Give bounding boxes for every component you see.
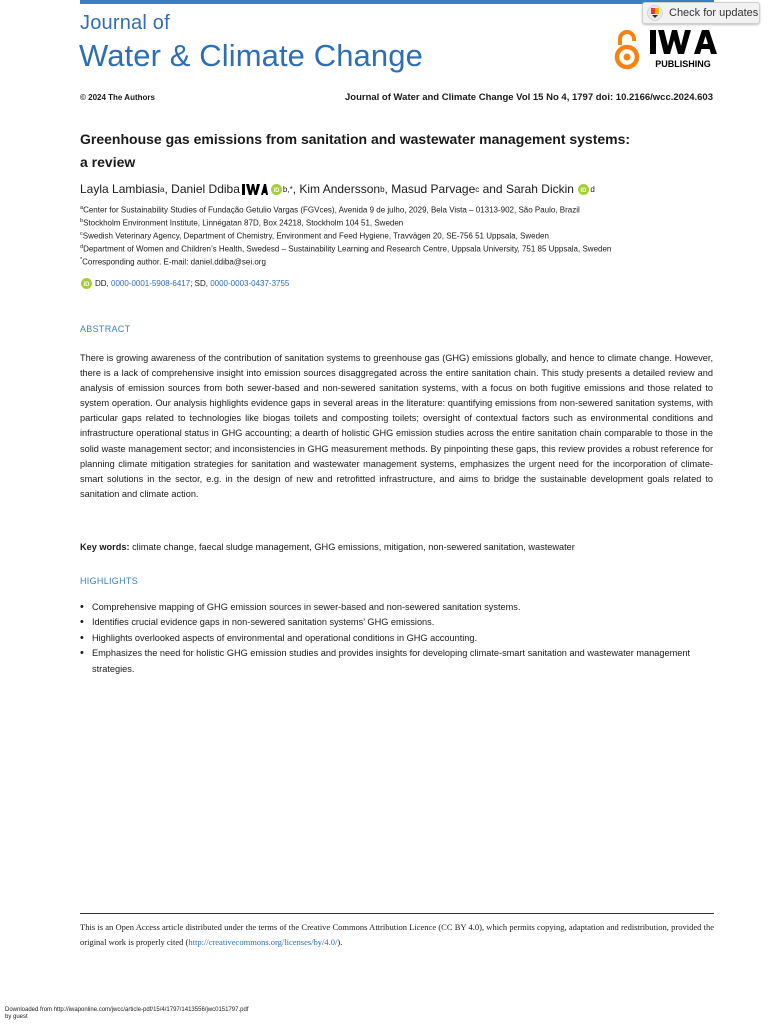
author-name[interactable]: Masud Parvage [391,182,476,196]
citation-doi: Journal of Water and Climate Change Vol 15 No 4, 1797 doi: 10.2166/wcc.2024.603 [344,92,713,103]
download-user: by guest [5,1014,28,1020]
corresponding-author: *Corresponding author. E-mail: daniel.ddiba@sei.org [80,256,266,267]
highlights-list [80,600,720,677]
article-title [80,128,710,174]
keywords-list: climate change, faecal sludge management, GHG emissions, mitigation, non-sewered sanitation, wastewater [129,542,575,552]
footer-divider [80,913,714,914]
check-updates-label: Check for updates [669,7,759,19]
abstract-text: There is growing awareness of the contribution of sanitation systems to greenhouse gas (GHG) emissions globally, and hence to climate change. However, there is a lack of comprehensive insight into emission sources disaggregated across the entire sanitation chain. This study presents a detailed review and analysis of emission sources from both sewer-based and non-sewered sanitation systems, with a focus on both fugitive emissions and those related to system operation. Our analysis highlights evidence gaps in several areas in the literature: quantifying emissions from non-sewered sanitation systems, with particular gaps related to technologies like biogas toilets and composting toilets; oversight of contextual factors such as environmental conditions and infrastructure operational status in GHG accounting; a dearth of holistic GHG emission studies across the entire sanitation chain comparable to those in the solid waste management sector; and inconsistencies in GHG measurement methods. By pinpointing these gaps, this review provides a robust reference for planning climate mitigation strategies for sanitation and wastewater management systems, emphasizes the urgent need for the incorporation of climate-smart solutions in the sector, e.g. in the design of new and retrofitted infrastructure, and aims to bridge the sustainable development goals related to sanitation and climate action. [80,353,713,499]
author-name[interactable]: Sarah Dickin [505,182,574,196]
license-statement: This is an Open Access article distributed under the terms of the Creative Commons Attribution Licence (CC BY 4.0), which permits copying, adaptation and redistribution, provided the original work is properly cited (http://creativecommons.org/licenses/by/4.0/). [80,922,714,947]
orcid-icon[interactable] [271,184,282,195]
affiliations [80,203,611,268]
title-line-1: Greenhouse gas emissions from sanitation and wastewater management systems: [80,131,631,147]
affiliation-line: $^a$Center for Sustainability Studies of Fundação Getulio Vargas (FGVces), Avenida 9 de julho, 2029, Bela Vista – 01313-902, São Paulo, Brazil [80,205,580,215]
author-name[interactable]: Layla Lambiasi [80,182,161,196]
header-accent-bar [80,0,714,4]
orcid-link[interactable]: 0000-0003-0437-3755 [210,279,290,288]
author-separator: , [384,182,392,196]
author-affiliation-mark: d [590,184,595,194]
affiliation-line: $^c$Swedish Veterinary Agency, Department of Chemistry, Environment and Feed Hygiene, Travvägen 20, SE-756 51 Uppsala, Sweden [80,230,549,241]
orcid-label: ; SD, [190,279,211,288]
author-affiliation-mark: a [160,184,165,194]
check-updates-icon [647,5,663,21]
iwa-member-icon [242,184,268,195]
affiliation-line: $^d$Department of Women and Children’s Health, Swedesd – Sustainability Learning and Research Centre, Uppsala University, 751 85 Uppsala, Sweden [80,243,612,254]
author-affiliation-mark: b,* [282,184,293,194]
svg-text:PUBLISHING: PUBLISHING [655,59,711,69]
author-separator: , [292,182,300,196]
highlight-item: • Highlights overlooked aspects of environmental and operational conditions in GHG accounting. [80,631,720,646]
author-list: Layla Lambiasi a , Daniel Ddiba iD b,* , Kim Andersson b , Masud Parvage c and Sarah Dickin iD d [80,182,595,196]
copyright-notice: © 2024 The Authors [80,93,155,102]
keywords [80,542,575,552]
journal-name[interactable]: Water & Climate Change [79,38,423,73]
orcid-icon [81,278,92,289]
author-affiliation-mark: c [475,184,480,194]
affiliation-line: $^b$Stockholm Environment Institute, Linnégatan 87D, Box 24218, Stockholm 104 51, Sweden [80,217,404,228]
highlight-item: • Identifies crucial evidence gaps in non-sewered sanitation systems’ GHG emissions. [80,615,720,630]
svg-text:iD: iD [580,187,587,194]
license-link[interactable]: http://creativecommons.org/licenses/by/4.0/ [188,937,338,947]
highlights-heading: HIGHLIGHTS [80,576,139,586]
check-for-updates-button[interactable] [642,2,760,24]
journal-of-label: Journal of [80,12,170,34]
svg-text:iD: iD [83,281,90,288]
open-access-icon [614,29,640,71]
orcid-link[interactable]: 0000-0001-5908-6417 [111,279,191,288]
orcid-identifiers [80,278,289,289]
author-name[interactable]: Daniel Ddiba [171,182,240,196]
orcid-icon[interactable] [578,184,589,195]
highlight-item: • Comprehensive mapping of GHG emission sources in sewer-based and non-sewered sanitation systems. [80,600,720,615]
author-conjunction: and [479,182,506,196]
abstract-heading: ABSTRACT [80,324,131,334]
author-name[interactable]: Kim Andersson [299,182,381,196]
author-affiliation-mark: b [380,184,385,194]
svg-text:iD: iD [273,187,280,194]
orcid-label: DD, [95,279,111,288]
highlight-item: • Emphasizes the need for holistic GHG emission studies and provides insights for developing climate-smart sanitation and wastewater management strategies. [80,646,720,677]
download-url: Downloaded from http://iwaponline.com/jwcc/article-pdf/15/4/1797/1413556/jwc0151797.pdf [5,1007,249,1013]
title-line-2: a review [80,154,136,170]
keywords-label: Key words: [80,542,130,552]
download-stamp [5,1007,248,1021]
iwa-publishing-logo [648,28,718,70]
